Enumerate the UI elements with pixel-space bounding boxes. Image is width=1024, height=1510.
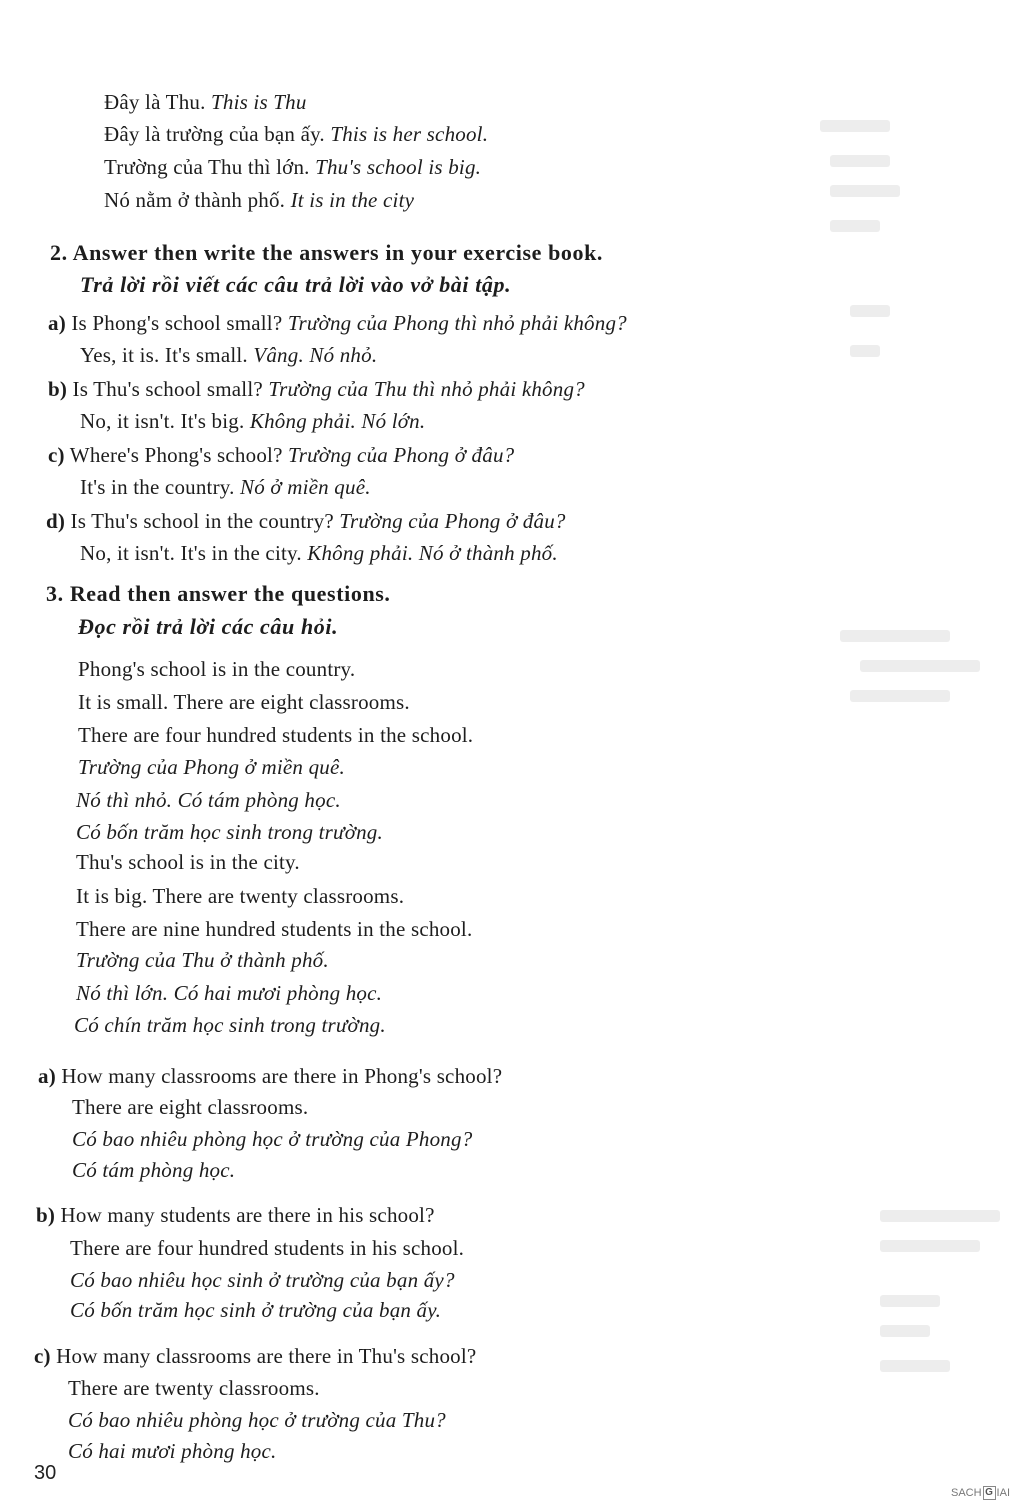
question-en: Is Phong's school small? bbox=[71, 311, 283, 335]
bleed-through-shadow bbox=[790, 70, 1024, 1400]
question-en: How many classrooms are there in Thu's school? bbox=[56, 1344, 477, 1368]
answer-vi: Không phải. Nó lớn. bbox=[249, 409, 426, 433]
item-letter: b) bbox=[36, 1203, 56, 1227]
question-vi: Trường của Thu thì nhỏ phải không? bbox=[268, 377, 585, 401]
section-2-title-vi: Trả lời rồi viết các câu trả lời vào vở bài tập. bbox=[80, 272, 512, 297]
answer-vi: Nó ở miền quê. bbox=[240, 475, 371, 499]
section-3-title bbox=[46, 580, 391, 608]
item-letter: d) bbox=[46, 509, 66, 533]
exercise-2d-question bbox=[46, 507, 566, 535]
intro-vi: Trường của Thu thì lớn. bbox=[104, 155, 310, 179]
exercise-3c-answer-vi: Có hai mươi phòng học. bbox=[68, 1439, 277, 1463]
passage-line: Trường của Thu ở thành phố. bbox=[76, 948, 329, 972]
exercise-3c-question-vi: Có bao nhiêu phòng học ở trường của Thu? bbox=[68, 1408, 446, 1432]
item-letter: c) bbox=[34, 1344, 51, 1368]
exercise-3c-question bbox=[34, 1342, 476, 1370]
watermark-box: G bbox=[983, 1486, 996, 1500]
question-en: How many students are there in his school? bbox=[60, 1203, 435, 1227]
answer-en: It's in the country. bbox=[80, 475, 235, 499]
intro-en: Thu's school is big. bbox=[315, 155, 482, 179]
item-letter: b) bbox=[48, 377, 68, 401]
passage-line: Thu's school is in the city. bbox=[76, 850, 300, 874]
section-title-en: Read then answer the questions. bbox=[69, 581, 391, 606]
passage-line: Nó thì lớn. Có hai mươi phòng học. bbox=[76, 981, 383, 1005]
answer-vi: Vâng. Nó nhỏ. bbox=[253, 343, 378, 367]
question-en: How many classrooms are there in Phong's school? bbox=[61, 1064, 503, 1088]
question-en: Is Thu's school small? bbox=[72, 377, 263, 401]
intro-line-2 bbox=[104, 120, 488, 148]
answer-en: Yes, it is. It's small. bbox=[80, 343, 248, 367]
passage-line: Có bốn trăm học sinh trong trường. bbox=[76, 820, 383, 844]
passage-line: There are four hundred students in the school. bbox=[78, 723, 474, 747]
passage-line: Phong's school is in the country. bbox=[78, 657, 356, 681]
question-en: Is Thu's school in the country? bbox=[70, 509, 334, 533]
exercise-3a-answer: There are eight classrooms. bbox=[72, 1095, 309, 1119]
exercise-2c-question bbox=[48, 441, 514, 469]
intro-vi: Nó nằm ở thành phố. bbox=[104, 188, 286, 212]
exercise-2a-answer bbox=[80, 341, 377, 369]
section-number: 3. bbox=[46, 581, 64, 606]
exercise-3a-question bbox=[38, 1062, 502, 1090]
passage-line: There are nine hundred students in the school. bbox=[76, 917, 473, 941]
question-vi: Trường của Phong ở đâu? bbox=[288, 443, 515, 467]
answer-en: No, it isn't. It's big. bbox=[80, 409, 245, 433]
passage-line: It is small. There are eight classrooms. bbox=[78, 690, 410, 714]
passage-line: It is big. There are twenty classrooms. bbox=[76, 884, 405, 908]
intro-vi: Đây là Thu. bbox=[104, 90, 206, 114]
section-title-en: Answer then write the answers in your exercise book. bbox=[72, 240, 604, 265]
question-vi: Trường của Phong thì nhỏ phải không? bbox=[287, 311, 627, 335]
intro-line-4 bbox=[104, 186, 414, 214]
question-en: Where's Phong's school? bbox=[69, 443, 283, 467]
exercise-3a-question-vi: Có bao nhiêu phòng học ở trường của Phong? bbox=[72, 1127, 473, 1151]
exercise-2a-question bbox=[48, 309, 627, 337]
watermark-suffix: IAI bbox=[996, 1487, 1010, 1499]
exercise-2b-question bbox=[48, 375, 585, 403]
exercise-2b-answer bbox=[80, 407, 425, 435]
item-letter: c) bbox=[48, 443, 65, 467]
section-2-title bbox=[50, 239, 603, 267]
answer-vi: Không phải. Nó ở thành phố. bbox=[307, 541, 558, 565]
exercise-3a-answer-vi: Có tám phòng học. bbox=[72, 1158, 236, 1182]
exercise-2c-answer bbox=[80, 473, 371, 501]
passage-line: Có chín trăm học sinh trong trường. bbox=[74, 1013, 386, 1037]
intro-line-1 bbox=[104, 88, 307, 116]
intro-en: It is in the city bbox=[290, 188, 415, 212]
exercise-3b-answer-vi: Có bốn trăm học sinh ở trường của bạn ấy. bbox=[70, 1298, 442, 1322]
exercise-3c-answer: There are twenty classrooms. bbox=[68, 1376, 320, 1400]
exercise-2d-answer bbox=[80, 539, 558, 567]
watermark-prefix: SACH bbox=[950, 1487, 982, 1499]
item-letter: a) bbox=[48, 311, 66, 335]
exercise-3b-question-vi: Có bao nhiêu học sinh ở trường của bạn ấy? bbox=[70, 1268, 455, 1292]
exercise-3b-question bbox=[36, 1201, 435, 1229]
section-3-title-vi: Đọc rồi trả lời các câu hỏi. bbox=[78, 614, 339, 639]
exercise-3b-answer: There are four hundred students in his school. bbox=[70, 1236, 465, 1260]
answer-en: No, it isn't. It's in the city. bbox=[80, 541, 302, 565]
section-number: 2. bbox=[50, 240, 68, 265]
intro-en: This is her school. bbox=[330, 122, 489, 146]
question-vi: Trường của Phong ở đâu? bbox=[339, 509, 566, 533]
intro-vi: Đây là trường của bạn ấy. bbox=[104, 122, 325, 146]
passage-line: Nó thì nhỏ. Có tám phòng học. bbox=[76, 788, 341, 812]
watermark-logo bbox=[951, 1486, 1010, 1500]
passage-line: Trường của Phong ở miền quê. bbox=[78, 755, 345, 779]
item-letter: a) bbox=[38, 1064, 56, 1088]
page-number: 30 bbox=[34, 1462, 57, 1484]
intro-line-3 bbox=[104, 153, 481, 181]
intro-en: This is Thu bbox=[211, 90, 307, 114]
